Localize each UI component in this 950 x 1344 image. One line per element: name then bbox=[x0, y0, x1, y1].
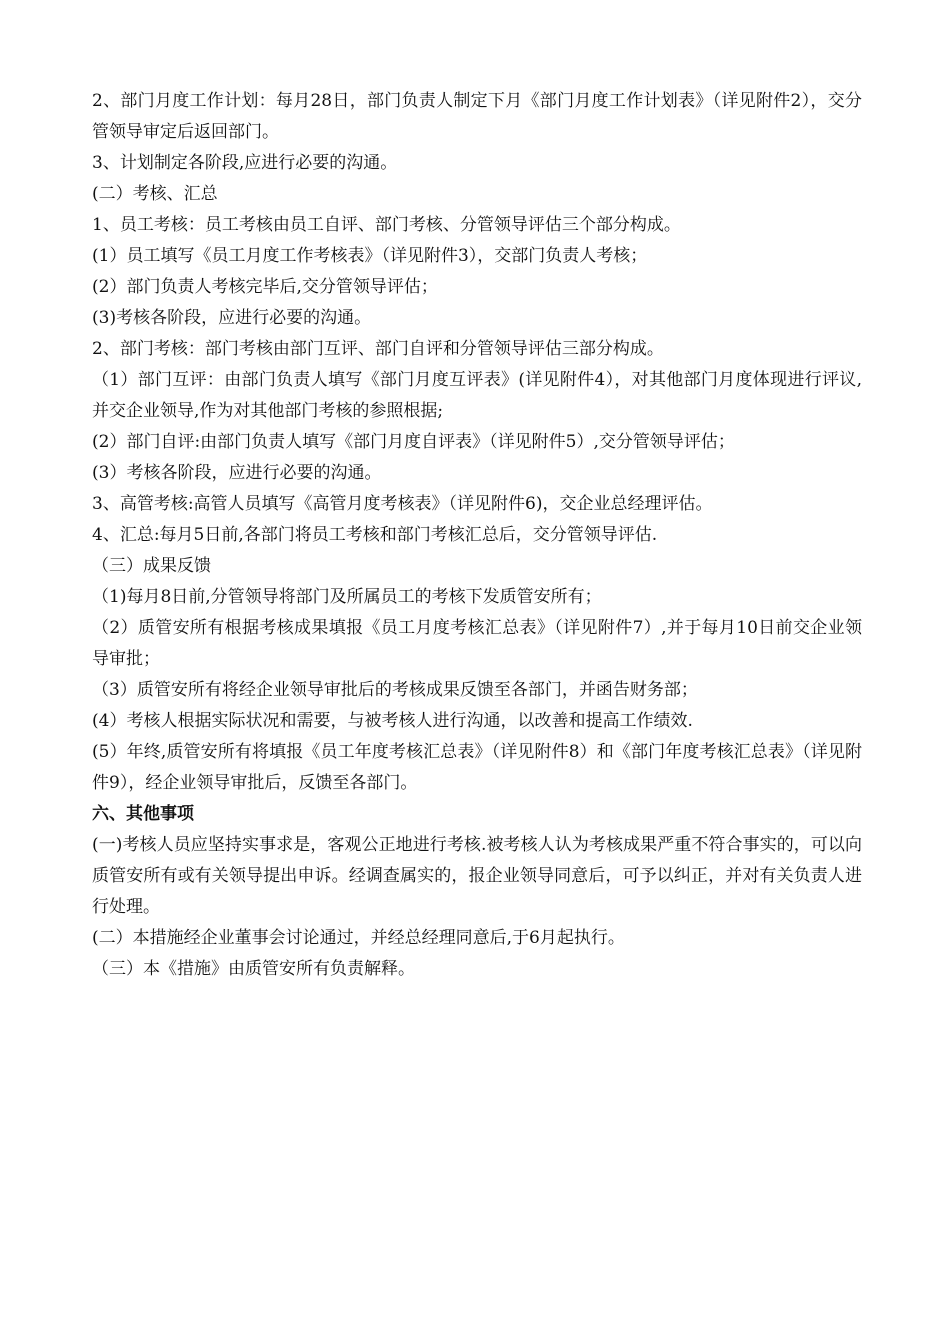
paragraph: (2）部门负责人考核完毕后,交分管领导评估； bbox=[92, 277, 438, 297]
paragraph: (4）考核人根据实际状况和需要，与被考核人进行沟通，以改善和提高工作绩效. bbox=[92, 711, 693, 731]
paragraph: 2、部门考核：部门考核由部门互评、部门自评和分管领导评估三部分构成。 bbox=[92, 339, 664, 359]
paragraph: 4、汇总:每月5日前,各部门将员工考核和部门考核汇总后，交分管领导评估. bbox=[92, 525, 658, 545]
paragraph: (二）本措施经企业董事会讨论通过，并经总经理同意后,于6月起执行。 bbox=[92, 928, 625, 948]
paragraph: （3）质管安所有将经企业领导审批后的考核成果反馈至各部门，并函告财务部； bbox=[92, 680, 698, 700]
paragraph: (一)考核人员应坚持实事求是，客观公正地进行考核.被考核人认为考核成果严重不符合事实的，可以向质管安所有或有关领导提出申诉。经调查属实的，报企业领导同意后，可予以纠正，并对有关负责人进行处理。 bbox=[92, 835, 862, 917]
paragraph: 1、员工考核：员工考核由员工自评、部门考核、分管领导评估三个部分构成。 bbox=[92, 215, 681, 235]
paragraph: （三）本《措施》由质管安所有负责解释。 bbox=[92, 959, 415, 979]
paragraph: （2）质管安所有根据考核成果填报《员工月度考核汇总表》（详见附件7）,并于每月10日前交企业领导审批； bbox=[92, 618, 862, 669]
paragraph: (2）部门自评:由部门负责人填写《部门月度自评表》（详见附件5）,交分管领导评估； bbox=[92, 432, 735, 452]
paragraph: 3、计划制定各阶段,应进行必要的沟通。 bbox=[92, 153, 398, 173]
paragraph: (3)考核各阶段，应进行必要的沟通。 bbox=[92, 308, 372, 328]
paragraph: （三）成果反馈 bbox=[92, 556, 211, 576]
paragraph: (1）员工填写《员工月度工作考核表》（详见附件3），交部门负责人考核； bbox=[92, 246, 648, 266]
paragraph: (3）考核各阶段，应进行必要的沟通。 bbox=[92, 463, 382, 483]
section-heading: 六、其他事项 bbox=[92, 804, 194, 824]
paragraph: （1）部门互评：由部门负责人填写《部门月度互评表》(详见附件4），对其他部门月度体现进行评议,并交企业领导,作为对其他部门考核的参照根据; bbox=[92, 370, 862, 421]
document-page bbox=[92, 86, 862, 985]
paragraph: 2、部门月度工作计划：每月28日，部门负责人制定下月《部门月度工作计划表》（详见附件2），交分管领导审定后返回部门。 bbox=[92, 91, 862, 142]
paragraph: 3、高管考核:高管人员填写《高管月度考核表》（详见附件6)，交企业总经理评估。 bbox=[92, 494, 713, 514]
paragraph: （1)每月8日前,分管领导将部门及所属员工的考核下发质管安所有； bbox=[92, 587, 602, 607]
paragraph: (5）年终,质管安所有将填报《员工年度考核汇总表》（详见附件8）和《部门年度考核汇总表》（详见附件9），经企业领导审批后，反馈至各部门。 bbox=[92, 742, 862, 793]
paragraph: (二）考核、汇总 bbox=[92, 184, 218, 204]
